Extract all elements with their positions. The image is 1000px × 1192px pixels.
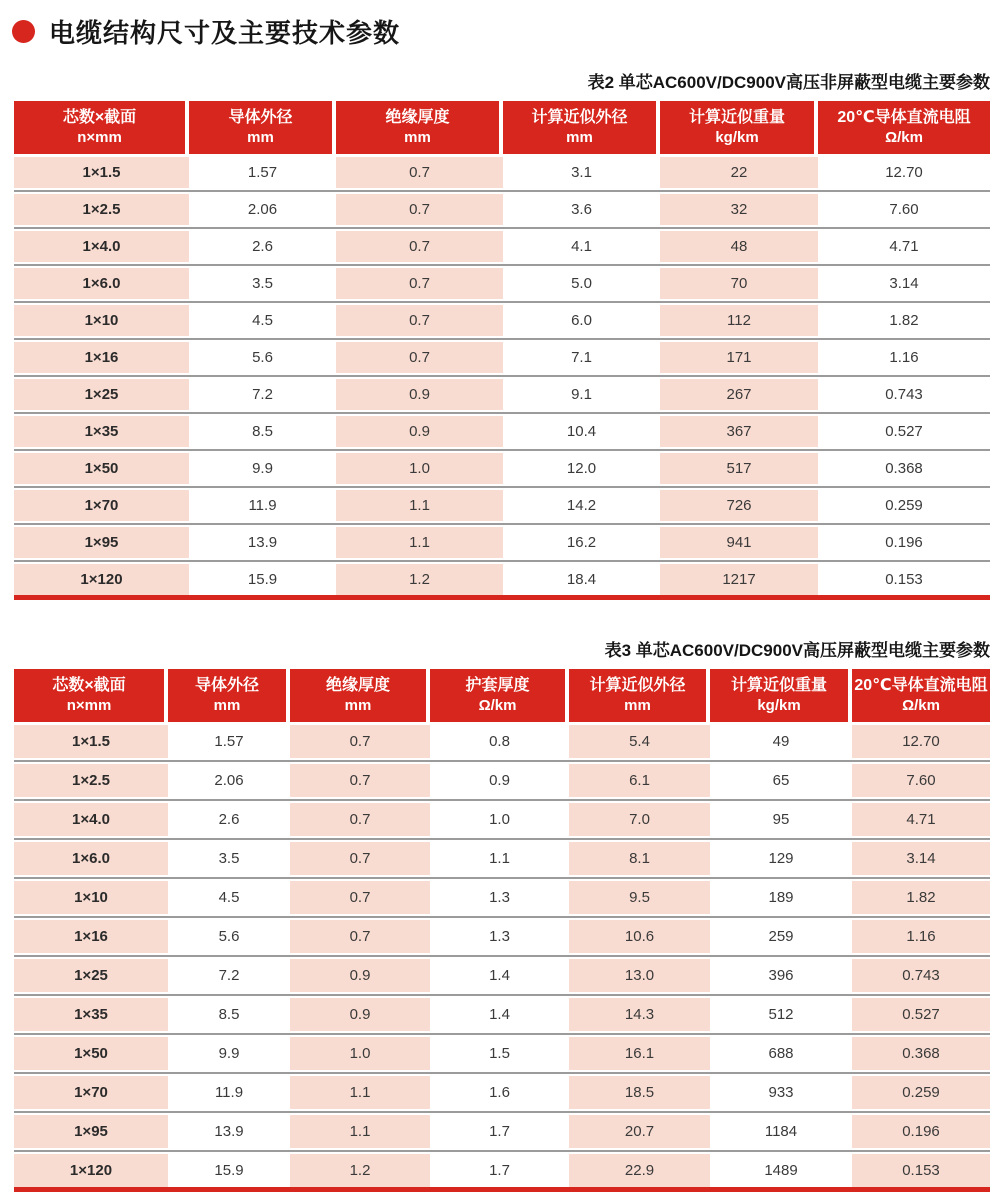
table-cell: 1.57 <box>189 157 336 188</box>
table-cell: 1.16 <box>852 920 990 953</box>
column-title: 绝缘厚度 <box>325 677 390 694</box>
table3-shielded-cable-params <box>14 669 990 1192</box>
table-cell: 1.82 <box>818 305 990 336</box>
column-header <box>430 669 569 725</box>
table-cell: 16.2 <box>503 527 660 558</box>
row-spec-cell: 1×16 <box>14 342 189 373</box>
table-cell: 0.743 <box>818 379 990 410</box>
table-cell: 18.5 <box>569 1076 710 1109</box>
table-cell: 1.57 <box>168 725 290 758</box>
table-cell: 22.9 <box>569 1154 710 1187</box>
column-title: 芯数×截面 <box>52 677 126 694</box>
table-cell: 171 <box>660 342 818 373</box>
table-cell: 4.5 <box>168 881 290 914</box>
table-cell: 8.1 <box>569 842 710 875</box>
table-cell: 0.7 <box>336 305 503 336</box>
table-cell: 15.9 <box>168 1154 290 1187</box>
table-cell: 367 <box>660 416 818 447</box>
table-cell: 13.9 <box>189 527 336 558</box>
table-cell: 4.5 <box>189 305 336 336</box>
table-cell: 95 <box>710 803 852 836</box>
table-cell: 189 <box>710 881 852 914</box>
table-cell: 129 <box>710 842 852 875</box>
table-cell: 1.7 <box>430 1154 569 1187</box>
table-cell: 0.7 <box>290 725 430 758</box>
table-cell: 5.6 <box>168 920 290 953</box>
table-cell: 13.9 <box>168 1115 290 1148</box>
row-spec-cell: 1×35 <box>14 998 168 1031</box>
column-header <box>569 669 710 725</box>
column-unit: mm <box>247 129 274 146</box>
column-header <box>168 669 290 725</box>
table-cell: 65 <box>710 764 852 797</box>
column-title: 芯数×截面 <box>62 109 137 126</box>
column-header <box>503 101 660 157</box>
column-title: 导体外径 <box>194 677 259 694</box>
table-cell: 1.4 <box>430 959 569 992</box>
table-cell: 1.3 <box>430 920 569 953</box>
table-cell: 7.2 <box>189 379 336 410</box>
table-cell: 2.06 <box>168 764 290 797</box>
column-header <box>290 669 430 725</box>
column-title: 导体外径 <box>228 109 293 126</box>
table-cell: 0.7 <box>336 157 503 188</box>
table-cell: 32 <box>660 194 818 225</box>
table-cell: 0.196 <box>852 1115 990 1148</box>
table-cell: 1.16 <box>818 342 990 373</box>
column-header <box>336 101 503 157</box>
table-cell: 1.0 <box>290 1037 430 1070</box>
table-cell: 7.2 <box>168 959 290 992</box>
table-cell: 11.9 <box>189 490 336 521</box>
row-spec-cell: 1×4.0 <box>14 231 189 262</box>
table-cell: 933 <box>710 1076 852 1109</box>
table-cell: 517 <box>660 453 818 484</box>
table-cell: 1.82 <box>852 881 990 914</box>
table-cell: 1.7 <box>430 1115 569 1148</box>
table-cell: 12.70 <box>852 725 990 758</box>
table-cell: 0.368 <box>852 1037 990 1070</box>
page-header <box>12 10 990 52</box>
table-cell: 112 <box>660 305 818 336</box>
table-cell: 12.0 <box>503 453 660 484</box>
table-cell: 14.2 <box>503 490 660 521</box>
table3-caption: 表3 单芯AC600V/DC900V高压屏蔽型电缆主要参数 <box>604 641 990 660</box>
table-cell: 0.7 <box>336 194 503 225</box>
row-spec-cell: 1×6.0 <box>14 842 168 875</box>
column-header <box>818 101 990 157</box>
table-cell: 1.1 <box>336 527 503 558</box>
column-unit: Ω/km <box>885 129 923 146</box>
column-header <box>852 669 990 725</box>
table-cell: 9.5 <box>569 881 710 914</box>
row-spec-cell: 1×120 <box>14 564 189 595</box>
row-spec-cell: 1×50 <box>14 453 189 484</box>
row-spec-cell: 1×50 <box>14 1037 168 1070</box>
table-cell: 0.7 <box>336 342 503 373</box>
column-title: 计算近似外径 <box>589 677 686 694</box>
table-cell: 70 <box>660 268 818 299</box>
table-cell: 0.8 <box>430 725 569 758</box>
table-cell: 1.0 <box>430 803 569 836</box>
table-cell: 1.3 <box>430 881 569 914</box>
column-unit: mm <box>344 697 372 714</box>
table-cell: 6.1 <box>569 764 710 797</box>
table-cell: 1.2 <box>290 1154 430 1187</box>
table-cell: 1184 <box>710 1115 852 1148</box>
table-cell: 1.1 <box>290 1115 430 1148</box>
table-cell: 5.0 <box>503 268 660 299</box>
table-cell: 3.14 <box>852 842 990 875</box>
table-cell: 4.71 <box>818 231 990 262</box>
column-title: 20℃导体直流电阻 <box>837 109 971 126</box>
row-spec-cell: 1×120 <box>14 1154 168 1187</box>
table-cell: 1.1 <box>336 490 503 521</box>
table-cell: 2.6 <box>189 231 336 262</box>
table-cell: 941 <box>660 527 818 558</box>
table-cell: 0.9 <box>430 764 569 797</box>
table-cell: 13.0 <box>569 959 710 992</box>
column-title: 绝缘厚度 <box>385 109 450 126</box>
row-spec-cell: 1×6.0 <box>14 268 189 299</box>
row-spec-cell: 1×35 <box>14 416 189 447</box>
column-unit: Ω/km <box>478 697 517 714</box>
table-cell: 1.4 <box>430 998 569 1031</box>
table-cell: 5.4 <box>569 725 710 758</box>
row-spec-cell: 1×4.0 <box>14 803 168 836</box>
column-title: 护套厚度 <box>465 677 530 694</box>
table-cell: 0.7 <box>290 842 430 875</box>
table-cell: 0.7 <box>336 268 503 299</box>
table-cell: 1.2 <box>336 564 503 595</box>
row-spec-cell: 1×25 <box>14 959 168 992</box>
column-header <box>14 101 189 157</box>
column-unit: mm <box>213 697 241 714</box>
row-spec-cell: 1×2.5 <box>14 194 189 225</box>
table-cell: 15.9 <box>189 564 336 595</box>
table-cell: 8.5 <box>189 416 336 447</box>
table-cell: 20.7 <box>569 1115 710 1148</box>
table-cell: 0.7 <box>290 920 430 953</box>
column-unit: mm <box>566 129 593 146</box>
table2-unshielded-cable-params <box>14 101 990 600</box>
column-title: 20℃导体直流电阻 <box>854 677 988 694</box>
table-cell: 512 <box>710 998 852 1031</box>
table-cell: 3.6 <box>503 194 660 225</box>
row-spec-cell: 1×70 <box>14 490 189 521</box>
row-spec-cell: 1×10 <box>14 881 168 914</box>
table-cell: 4.71 <box>852 803 990 836</box>
column-unit: kg/km <box>757 697 801 714</box>
table-cell: 22 <box>660 157 818 188</box>
column-unit: n×mm <box>77 129 122 146</box>
table-cell: 0.527 <box>818 416 990 447</box>
table-cell: 688 <box>710 1037 852 1070</box>
table-cell: 0.7 <box>336 231 503 262</box>
table-cell: 396 <box>710 959 852 992</box>
table-cell: 9.1 <box>503 379 660 410</box>
row-spec-cell: 1×95 <box>14 527 189 558</box>
row-spec-cell: 1×2.5 <box>14 764 168 797</box>
table-cell: 11.9 <box>168 1076 290 1109</box>
row-spec-cell: 1×70 <box>14 1076 168 1109</box>
page-title: 电缆结构尺寸及主要技术参数 <box>49 17 401 48</box>
column-unit: n×mm <box>66 697 112 714</box>
table-cell: 9.9 <box>189 453 336 484</box>
table-cell: 0.259 <box>852 1076 990 1109</box>
table-cell: 1217 <box>660 564 818 595</box>
table-cell: 2.06 <box>189 194 336 225</box>
table-cell: 267 <box>660 379 818 410</box>
table-cell: 9.9 <box>168 1037 290 1070</box>
table-cell: 1.1 <box>290 1076 430 1109</box>
table-cell: 1.0 <box>336 453 503 484</box>
row-spec-cell: 1×95 <box>14 1115 168 1148</box>
table-cell: 0.743 <box>852 959 990 992</box>
table-cell: 259 <box>710 920 852 953</box>
table-grid <box>14 101 990 595</box>
row-spec-cell: 1×10 <box>14 305 189 336</box>
row-spec-cell: 1×16 <box>14 920 168 953</box>
table-cell: 14.3 <box>569 998 710 1031</box>
table-cell: 0.196 <box>818 527 990 558</box>
table-cell: 0.7 <box>290 764 430 797</box>
table-cell: 0.9 <box>290 998 430 1031</box>
table-cell: 0.368 <box>818 453 990 484</box>
table-cell: 7.1 <box>503 342 660 373</box>
column-header <box>660 101 818 157</box>
table-cell: 0.527 <box>852 998 990 1031</box>
row-spec-cell: 1×1.5 <box>14 725 168 758</box>
column-header <box>14 669 168 725</box>
table-cell: 1489 <box>710 1154 852 1187</box>
table-cell: 3.14 <box>818 268 990 299</box>
table-cell: 0.7 <box>290 803 430 836</box>
table-cell: 49 <box>710 725 852 758</box>
table-cell: 1.6 <box>430 1076 569 1109</box>
table-cell: 10.6 <box>569 920 710 953</box>
table-cell: 0.259 <box>818 490 990 521</box>
table-cell: 0.9 <box>336 416 503 447</box>
column-title: 计算近似重量 <box>688 109 785 126</box>
red-dot-icon <box>12 20 35 43</box>
column-unit: mm <box>624 697 651 714</box>
table-bottom-border <box>14 595 990 600</box>
table-cell: 3.1 <box>503 157 660 188</box>
table-cell: 1.5 <box>430 1037 569 1070</box>
table-cell: 0.9 <box>290 959 430 992</box>
table-cell: 18.4 <box>503 564 660 595</box>
table2-caption: 表2 单芯AC600V/DC900V高压非屏蔽型电缆主要参数 <box>587 73 990 92</box>
table-cell: 12.70 <box>818 157 990 188</box>
table-cell: 3.5 <box>189 268 336 299</box>
table-cell: 0.9 <box>336 379 503 410</box>
row-spec-cell: 1×1.5 <box>14 157 189 188</box>
table-cell: 6.0 <box>503 305 660 336</box>
row-spec-cell: 1×25 <box>14 379 189 410</box>
column-unit: kg/km <box>715 129 759 146</box>
column-header <box>710 669 852 725</box>
table-cell: 3.5 <box>168 842 290 875</box>
table-cell: 1.1 <box>430 842 569 875</box>
table-cell: 4.1 <box>503 231 660 262</box>
table-cell: 7.60 <box>852 764 990 797</box>
table-cell: 10.4 <box>503 416 660 447</box>
column-title: 计算近似重量 <box>730 677 827 694</box>
table-cell: 0.153 <box>818 564 990 595</box>
table-cell: 48 <box>660 231 818 262</box>
column-unit: mm <box>404 129 431 146</box>
table-bottom-border <box>14 1187 990 1192</box>
table-cell: 2.6 <box>168 803 290 836</box>
table-cell: 16.1 <box>569 1037 710 1070</box>
table-cell: 8.5 <box>168 998 290 1031</box>
table-cell: 5.6 <box>189 342 336 373</box>
column-header <box>189 101 336 157</box>
table-cell: 0.7 <box>290 881 430 914</box>
table-cell: 0.153 <box>852 1154 990 1187</box>
table-cell: 726 <box>660 490 818 521</box>
column-unit: Ω/km <box>902 697 940 714</box>
column-title: 计算近似外径 <box>531 109 628 126</box>
table-cell: 7.60 <box>818 194 990 225</box>
table-cell: 7.0 <box>569 803 710 836</box>
table-grid <box>14 669 990 1187</box>
